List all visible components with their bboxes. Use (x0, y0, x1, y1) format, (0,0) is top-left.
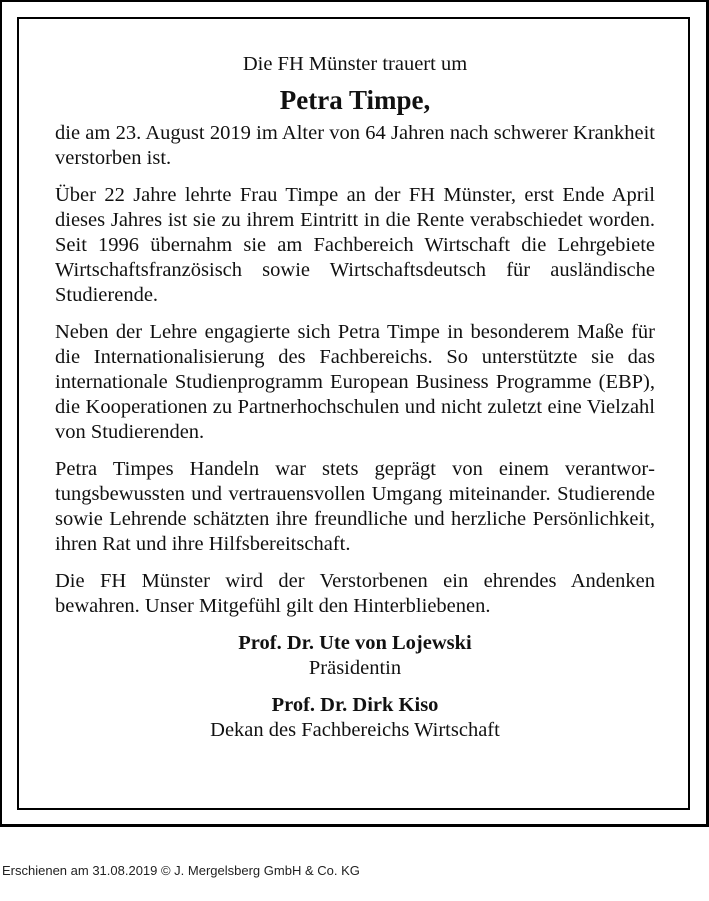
signer-name: Prof. Dr. Dirk Kiso (271, 694, 439, 716)
signer-role: Präsidentin (308, 657, 402, 679)
notice-paragraph-1: die am 23. August 2019 im Alter von 64 Jahren nach schwerer Krankheit verstorben ist. (55, 122, 655, 169)
notice-paragraph-4: Petra Timpes Handeln war stets geprägt von einem verantwortungsbewussten und vertrauensvollen Umgang miteinander. Studierende sowie Lehrende schätzten ihre freundliche und herzliche Persönlichkeit, ihren Rat und ihre Hilfsbereitschaft. (55, 458, 655, 555)
notice-paragraph-2: Über 22 Jahre lehrte Frau Timpe an der FH Münster, erst Ende April dieses Jahres ist sie zu ihrem Eintritt in die Rente verabschiedet worden. Seit 1996 übernahm sie am Fachbereich Wirtschaft die Lehrgebiete Wirtschaftsfranzösisch sowie Wirtschaftsdeutsch für ausländische Studierende. (55, 184, 655, 306)
signer-role: Dekan des Fachbereichs Wirtschaft (210, 719, 500, 741)
obituary-notice (55, 52, 655, 743)
deceased-name: Petra Timpe, (279, 85, 431, 115)
signer-name: Prof. Dr. Ute von Lojewski (238, 632, 472, 654)
notice-paragraph-5: Die FH Münster wird der Verstorbenen ein ehrendes Andenken bewahren. Unser Mitgefühl gilt den Hinterbliebenen. (55, 570, 655, 617)
signature-block-president (55, 631, 655, 681)
signature-block-dean (55, 693, 655, 743)
notice-paragraph-3: Neben der Lehre engagierte sich Petra Timpe in besonderem Maße für die Internationalisierung des Fachbereichs. So unterstützte sie das internationale Studienprogramm European Business Programme (EBP), die Kooperationen zu Partnerhochschulen und nicht zuletzt eine Vielzahl von Studierenden. (55, 321, 655, 443)
notice-intro: Die FH Münster trauert um (242, 53, 468, 75)
publication-footer: Erschienen am 31.08.2019 © J. Mergelsberg GmbH & Co. KG (2, 863, 360, 878)
